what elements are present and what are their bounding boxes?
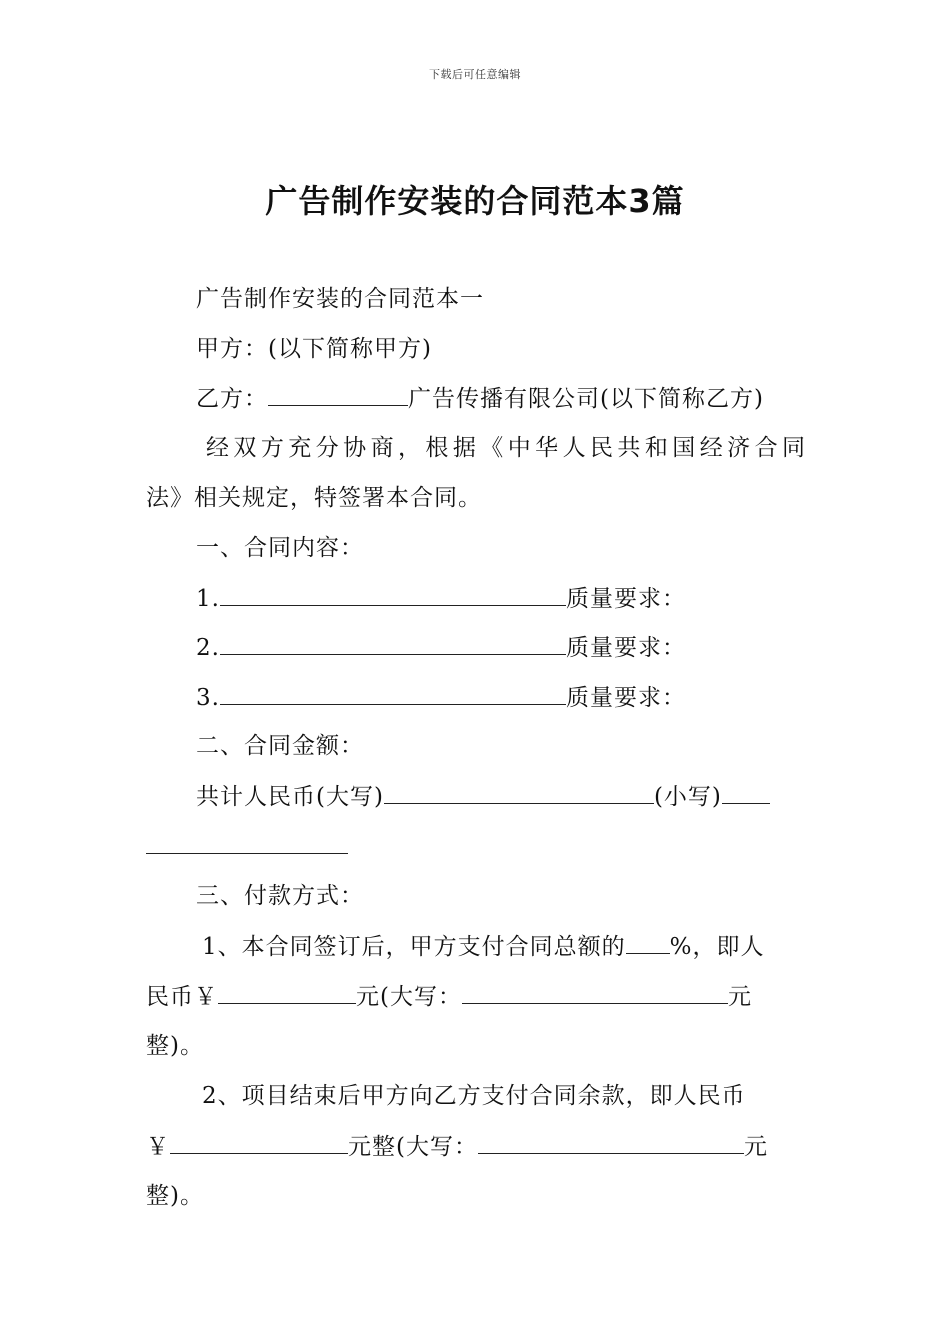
party-a-line: 甲方：(以下简称甲方) bbox=[196, 336, 432, 362]
item-number: 3. bbox=[196, 685, 220, 711]
clause2-heading: 二、合同金额： bbox=[196, 733, 364, 759]
clause1-item-1 bbox=[196, 583, 856, 614]
p2-text-b: 元整(大写： bbox=[348, 1134, 478, 1160]
p2-text-a: ￥ bbox=[146, 1134, 170, 1160]
amount-lowercase-blank-continued bbox=[146, 831, 348, 854]
clause1-item-3 bbox=[196, 682, 856, 713]
clause3-p1-line-1 bbox=[202, 931, 806, 962]
item-blank bbox=[220, 632, 566, 655]
clause1-item-2 bbox=[196, 632, 856, 663]
percent-blank bbox=[626, 931, 670, 954]
party-b-blank bbox=[268, 383, 408, 406]
clause2-amount-line bbox=[196, 781, 856, 812]
item-suffix: 质量要求： bbox=[565, 635, 686, 661]
item-number: 1. bbox=[196, 586, 220, 612]
p2-text-c: 元 bbox=[743, 1134, 768, 1160]
document-title: 广告制作安装的合同范本3篇 bbox=[265, 182, 685, 220]
uppercase-blank bbox=[462, 981, 728, 1004]
party-b-line bbox=[196, 383, 856, 414]
p1-text-b: %，即人 bbox=[669, 934, 765, 960]
header-note: 下载后可任意编辑 bbox=[429, 68, 521, 81]
intro-line-2: 法》相关规定，特签署本合同。 bbox=[146, 485, 482, 511]
section-heading: 广告制作安装的合同范本一 bbox=[196, 286, 484, 312]
party-b-prefix: 乙方： bbox=[196, 386, 268, 412]
p1-text-c: 民币￥ bbox=[146, 984, 218, 1010]
intro-line-1: 经双方充分协商，根据《中华人民共和国经济合同 bbox=[206, 435, 806, 461]
amount-prefix: 共计人民币(大写) bbox=[196, 784, 384, 810]
p1-text-e: 元 bbox=[727, 984, 752, 1010]
item-blank bbox=[220, 682, 566, 705]
amount-uppercase-blank bbox=[384, 781, 654, 804]
clause1-heading: 一、合同内容： bbox=[196, 535, 364, 561]
uppercase-blank bbox=[478, 1131, 744, 1154]
clause3-p1-line-3: 整)。 bbox=[146, 1033, 204, 1059]
clause3-p1-line-2 bbox=[146, 981, 806, 1012]
clause3-p2-line-2 bbox=[146, 1131, 806, 1162]
clause2-amount-continuation bbox=[146, 831, 806, 862]
party-b-suffix: 广告传播有限公司(以下简称乙方) bbox=[408, 386, 764, 412]
clause3-p2-line-1: 2、项目结束后甲方向乙方支付合同余款，即人民币 bbox=[202, 1083, 746, 1109]
amount-lowercase-blank bbox=[722, 781, 770, 804]
item-suffix: 质量要求： bbox=[565, 685, 686, 711]
clause3-heading: 三、付款方式： bbox=[196, 883, 364, 909]
yuan-blank bbox=[170, 1131, 348, 1154]
item-suffix: 质量要求： bbox=[565, 586, 686, 612]
p1-text-a: 1、本合同签订后，甲方支付合同总额的 bbox=[202, 934, 626, 960]
amount-middle: (小写) bbox=[653, 784, 722, 810]
item-number: 2. bbox=[196, 635, 220, 661]
yuan-blank bbox=[218, 981, 356, 1004]
item-blank bbox=[220, 583, 566, 606]
clause3-p2-line-3: 整)。 bbox=[146, 1183, 204, 1209]
p1-text-d: 元(大写： bbox=[356, 984, 462, 1010]
